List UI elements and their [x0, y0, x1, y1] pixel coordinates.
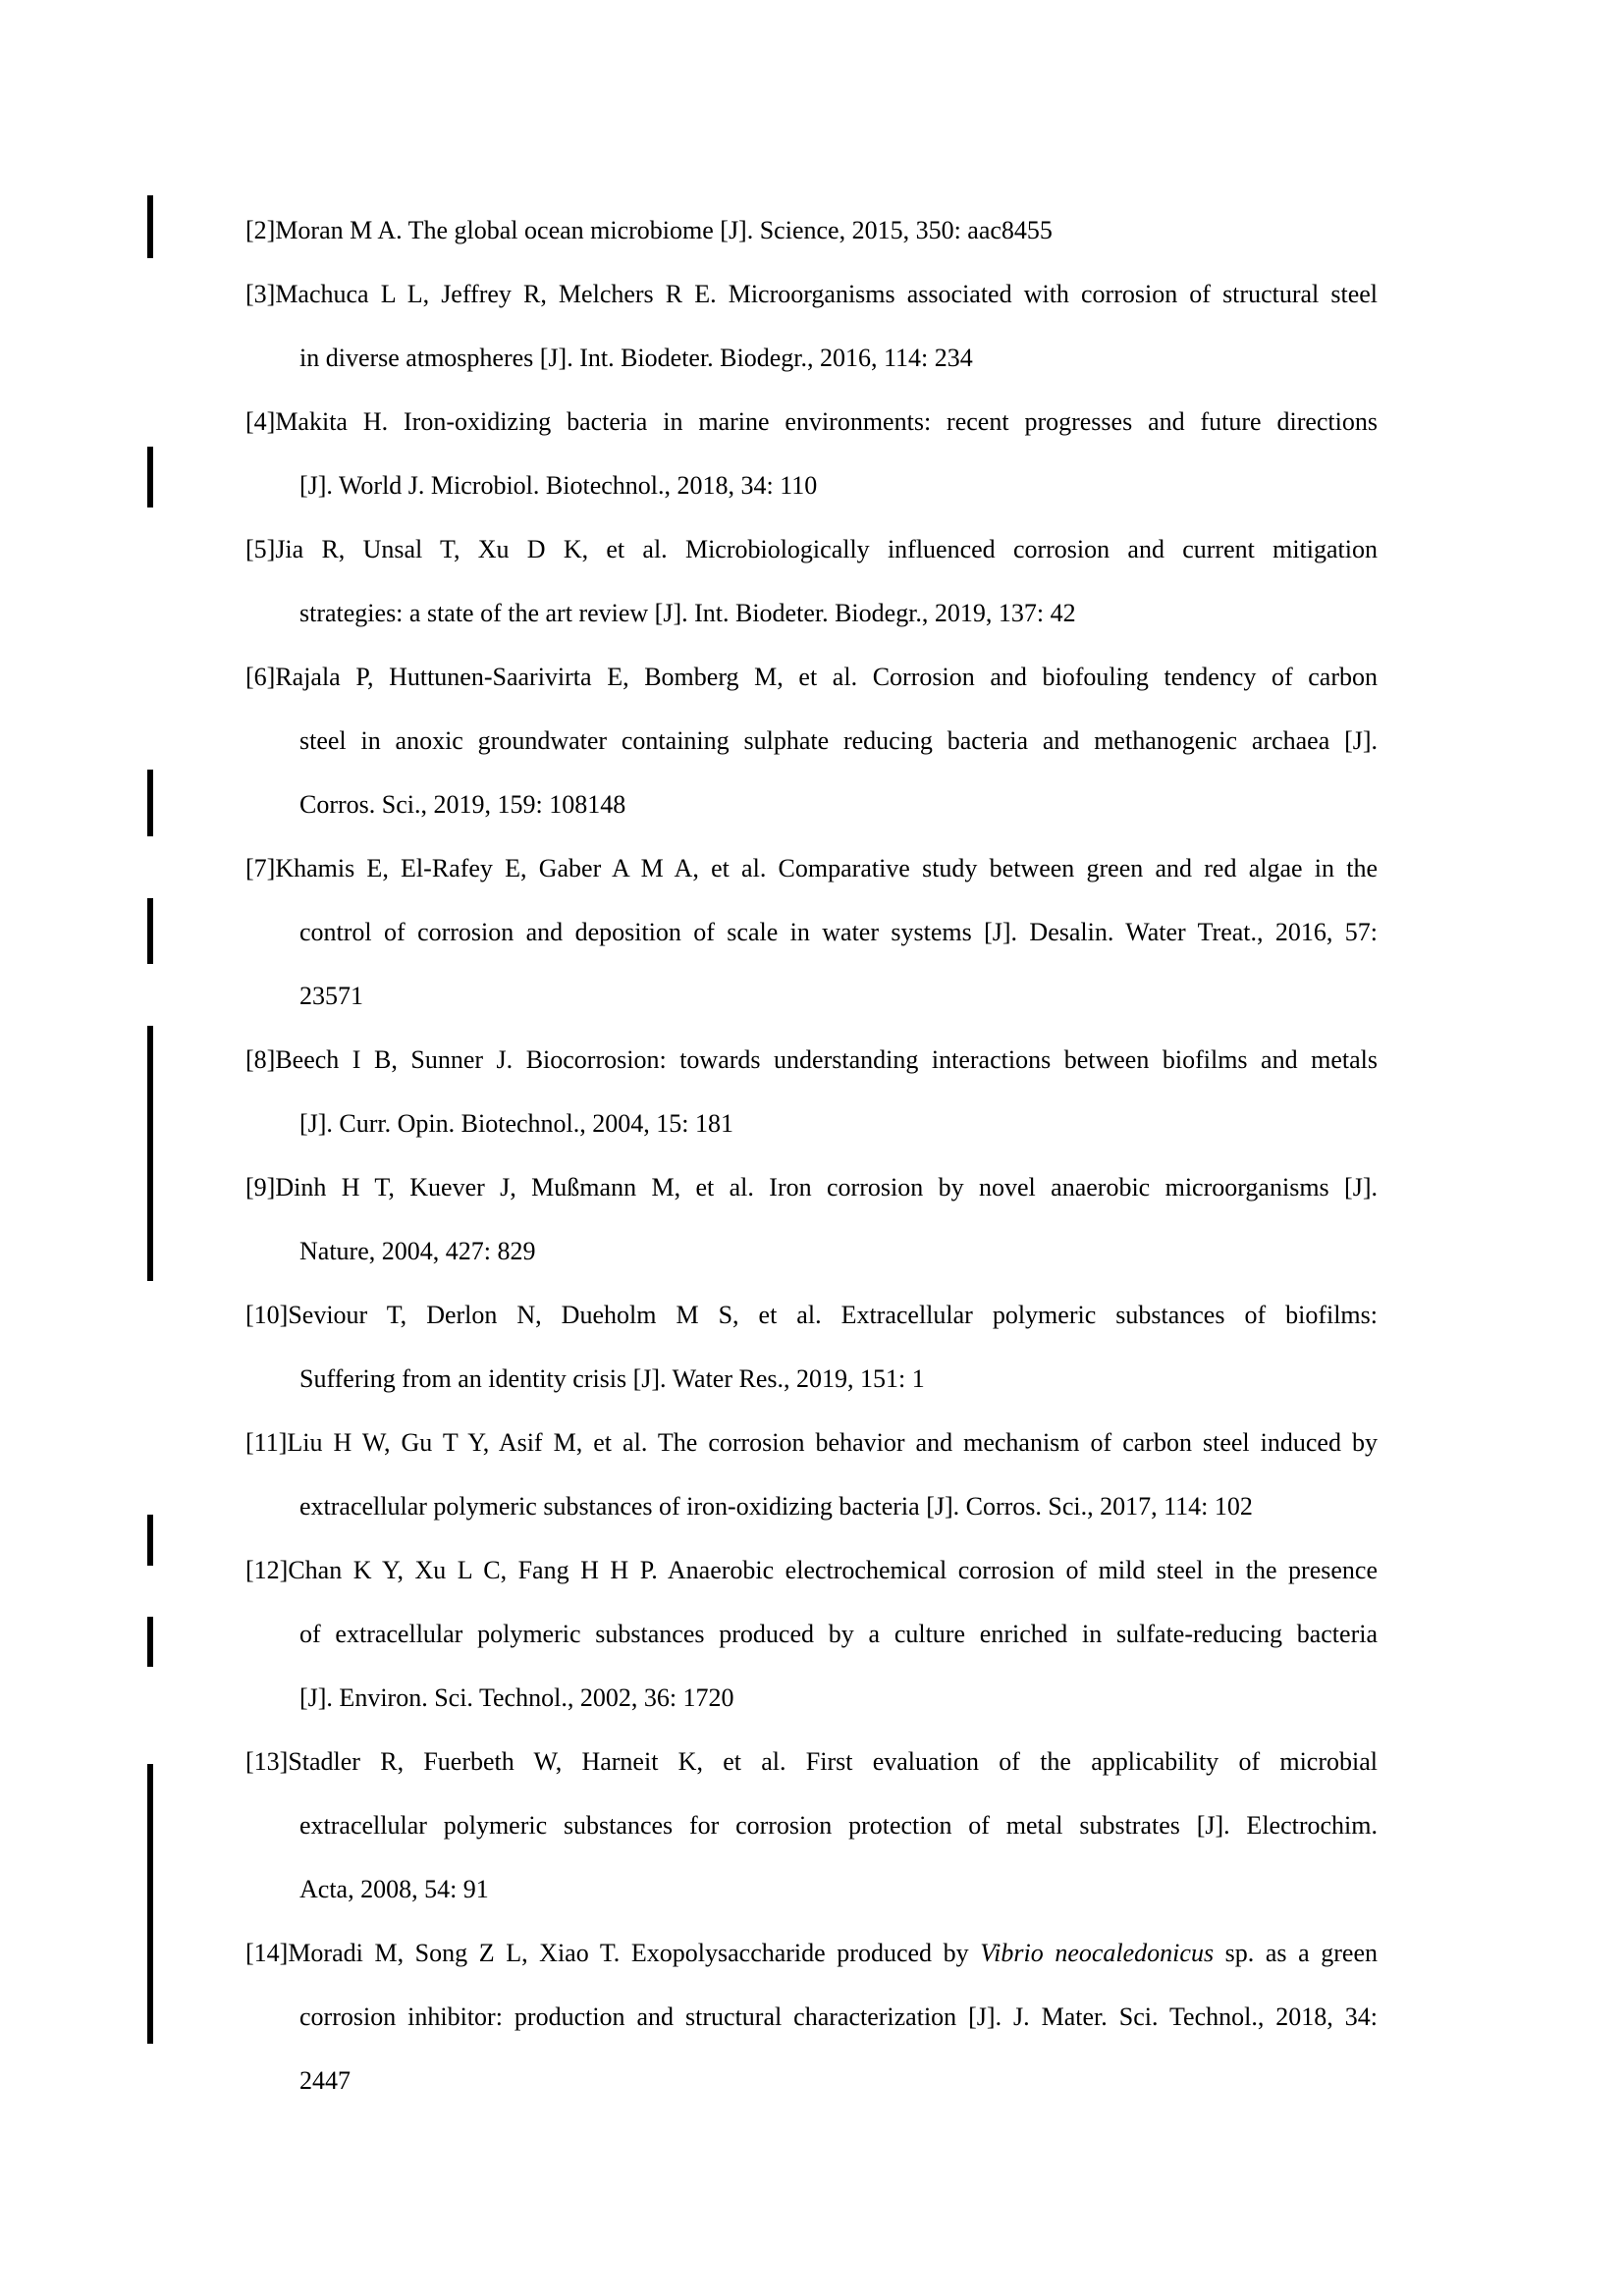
- reference-item-10: [245, 1283, 1378, 1411]
- reference-item-9: [245, 1155, 1378, 1283]
- reference-line: in diverse atmospheres [J]. Int. Biodeter. Biodegr., 2016, 114: 234: [299, 344, 973, 372]
- reference-item-11: [245, 1411, 1378, 1538]
- reference-item-5: [245, 517, 1378, 645]
- reference-text: sp. as a green: [1214, 1939, 1378, 1967]
- reference-line: [9]Dinh H T, Kuever J, Mußmann M, et al. Iron corrosion by novel anaerobic microorganisms [J].: [245, 1173, 1378, 1201]
- revision-bar: [147, 195, 153, 258]
- revision-bar: [147, 770, 153, 836]
- reference-line: [245, 1921, 1378, 1985]
- reference-line: [6]Rajala P, Huttunen-Saarivirta E, Bomberg M, et al. Corrosion and biofouling tendency of carbon: [245, 663, 1378, 691]
- revision-bar: [147, 1515, 153, 1566]
- reference-line: [J]. Curr. Opin. Biotechnol., 2004, 15: 181: [299, 1109, 733, 1138]
- reference-line: [3]Machuca L L, Jeffrey R, Melchers R E. Microorganisms associated with corrosion of structural steel: [245, 280, 1378, 308]
- reference-line: Suffering from an identity crisis [J]. Water Res., 2019, 151: 1: [299, 1364, 925, 1393]
- reference-line: [4]Makita H. Iron-oxidizing bacteria in marine environments: recent progresses and future directions: [245, 407, 1378, 436]
- reference-item-7: [245, 836, 1378, 1028]
- reference-line: [8]Beech I B, Sunner J. Biocorrosion: towards understanding interactions between biofilms and metals: [245, 1045, 1378, 1074]
- reference-line: [11]Liu H W, Gu T Y, Asif M, et al. The corrosion behavior and mechanism of carbon steel induced by: [245, 1428, 1378, 1457]
- reference-line: [13]Stadler R, Fuerbeth W, Harneit K, et al. First evaluation of the applicability of microbial: [245, 1747, 1378, 1776]
- reference-item-12: [245, 1538, 1378, 1730]
- reference-item-3: [245, 262, 1378, 390]
- reference-line: strategies: a state of the art review [J]. Int. Biodeter. Biodegr., 2019, 137: 42: [299, 599, 1076, 627]
- reference-line: Acta, 2008, 54: 91: [299, 1875, 489, 1903]
- reference-line: 23571: [299, 982, 363, 1010]
- reference-item-6: [245, 645, 1378, 836]
- revision-bar: [147, 898, 153, 964]
- reference-line: steel in anoxic groundwater containing sulphate reducing bacteria and methanogenic archaea [J].: [299, 726, 1378, 755]
- reference-item-13: [245, 1730, 1378, 1921]
- reference-line: [J]. Environ. Sci. Technol., 2002, 36: 1720: [299, 1683, 734, 1712]
- reference-line: [5]Jia R, Unsal T, Xu D K, et al. Microbiologically influenced corrosion and current mitigation: [245, 535, 1378, 563]
- reference-line: [7]Khamis E, El-Rafey E, Gaber A M A, et al. Comparative study between green and red algae in the: [245, 854, 1378, 882]
- reference-item-8: [245, 1028, 1378, 1155]
- revision-bar: [147, 1617, 153, 1667]
- reference-line: [10]Seviour T, Derlon N, Dueholm M S, et al. Extracellular polymeric substances of biofilms:: [245, 1301, 1378, 1329]
- reference-line: [J]. World J. Microbiol. Biotechnol., 2018, 34: 110: [299, 471, 818, 500]
- reference-line: Nature, 2004, 427: 829: [299, 1237, 536, 1265]
- reference-line: extracellular polymeric substances of iron-oxidizing bacteria [J]. Corros. Sci., 2017, 114: 102: [299, 1492, 1253, 1521]
- reference-text: [14]Moradi M, Song Z L, Xiao T. Exopolysaccharide produced by: [245, 1939, 981, 1967]
- references-list: [245, 198, 1378, 2112]
- reference-line: Corros. Sci., 2019, 159: 108148: [299, 790, 626, 819]
- reference-item-4: [245, 390, 1378, 517]
- revision-bar: [147, 1764, 153, 2044]
- reference-line: 2447: [299, 2066, 351, 2095]
- reference-item-2: [245, 198, 1378, 262]
- reference-line: corrosion inhibitor: production and structural characterization [J]. J. Mater. Sci. Technol., 2018, 34:: [299, 2002, 1378, 2031]
- reference-line: extracellular polymeric substances for corrosion protection of metal substrates [J]. Electrochim.: [299, 1811, 1378, 1840]
- species-name-italic: Vibrio neocaledonicus: [980, 1939, 1215, 1967]
- reference-line: of extracellular polymeric substances produced by a culture enriched in sulfate-reducing bacteria: [299, 1620, 1378, 1648]
- reference-line: [12]Chan K Y, Xu L C, Fang H H P. Anaerobic electrochemical corrosion of mild steel in the presence: [245, 1556, 1378, 1584]
- reference-line: control of corrosion and deposition of scale in water systems [J]. Desalin. Water Treat., 2016, 57:: [299, 918, 1378, 946]
- revision-bar: [147, 1026, 153, 1281]
- revision-bar: [147, 447, 153, 507]
- reference-line: [2]Moran M A. The global ocean microbiome [J]. Science, 2015, 350: aac8455: [245, 216, 1053, 244]
- reference-item-14: [245, 1921, 1378, 2112]
